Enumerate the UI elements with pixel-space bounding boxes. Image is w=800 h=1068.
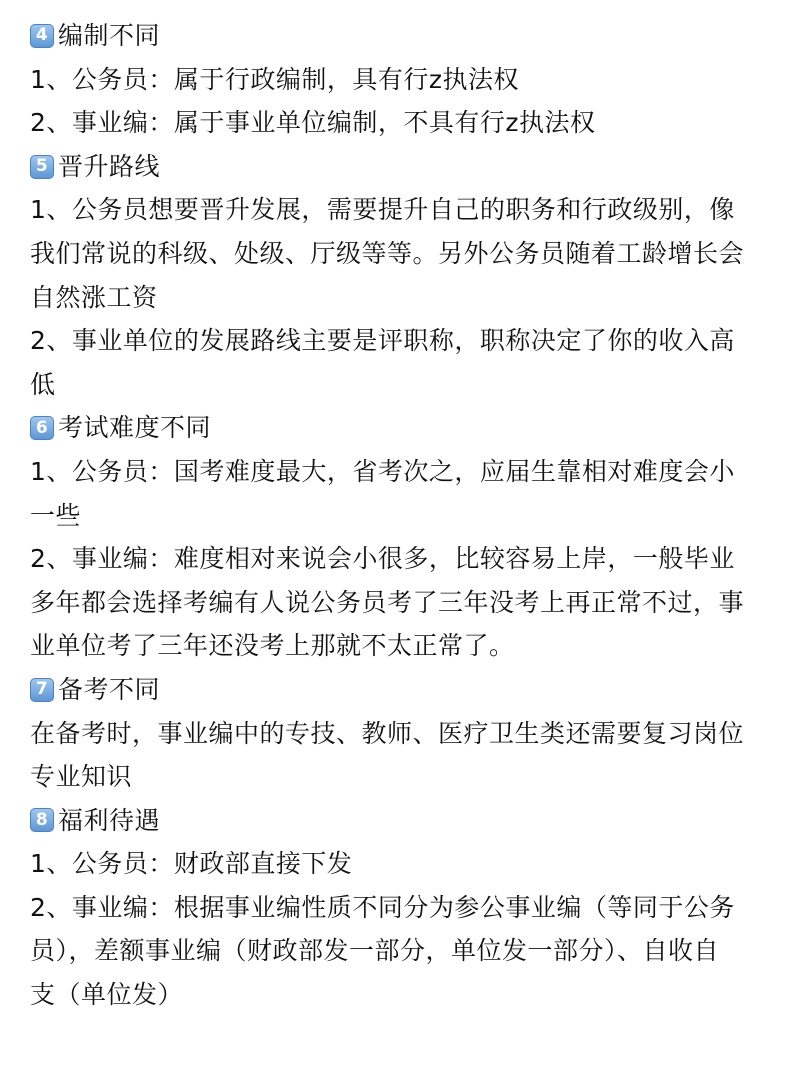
paragraph-line: 一些: [30, 500, 82, 530]
paragraph-line: 2、事业编：难度相对来说会小很多，比较容易上岸，一般毕业: [30, 544, 735, 574]
paragraph-line: 2、事业编：根据事业编性质不同分为参公事业编（等同于公务: [30, 892, 735, 922]
paragraph-line: 低: [30, 369, 56, 399]
section-heading: [30, 406, 772, 450]
section-heading: [30, 799, 772, 843]
paragraph-line: 业单位考了三年还没考上那就不太正常了。: [30, 631, 515, 661]
paragraph-line: 在备考时，事业编中的专技、教师、医疗卫生类还需要复习岗位: [30, 718, 745, 748]
section-heading: [30, 668, 772, 712]
paragraph-line: 1、公务员：国考难度最大，省考次之，应届生靠相对难度会小: [30, 456, 735, 486]
section-title: 编制不同: [58, 21, 161, 50]
paragraph-line: 2、事业单位的发展路线主要是评职称，职称决定了你的收入高: [30, 326, 735, 356]
paragraph-line: 1、公务员：财政部直接下发: [30, 849, 353, 879]
paragraph-line: 2、事业编：属于事业单位编制，不具有行z执法权: [30, 108, 596, 138]
keycap-number-icon: 8: [30, 808, 54, 832]
section-heading: [30, 145, 772, 189]
section-title: 备考不同: [58, 674, 161, 704]
section-title: 福利待遇: [58, 805, 161, 835]
section-title: 考试难度不同: [58, 413, 212, 443]
paragraph-line: 员），差额事业编（财政部发一部分，单位发一部分）、自收自: [30, 936, 720, 966]
keycap-number-icon: 5: [30, 155, 54, 179]
section-title: 晋升路线: [58, 151, 161, 181]
keycap-number-icon: 4: [30, 24, 54, 48]
document: [30, 14, 772, 1017]
keycap-number-icon: 6: [30, 416, 54, 440]
keycap-number-icon: 7: [30, 678, 54, 702]
paragraph-line: 多年都会选择考编有人说公务员考了三年没考上再正常不过，事: [30, 587, 745, 617]
paragraph-line: 1、公务员：属于行政编制，具有行z执法权: [30, 64, 520, 94]
paragraph-line: 专业知识: [30, 762, 133, 792]
paragraph-line: 我们常说的科级、处级、厅级等等。另外公务员随着工龄增长会: [30, 238, 745, 268]
paragraph-line: 支（单位发）: [30, 980, 184, 1010]
paragraph-line: 1、公务员想要晋升发展，需要提升自己的职务和行政级别，像: [30, 195, 735, 225]
section-heading: [30, 14, 772, 58]
paragraph-line: 自然涨工资: [30, 282, 158, 312]
